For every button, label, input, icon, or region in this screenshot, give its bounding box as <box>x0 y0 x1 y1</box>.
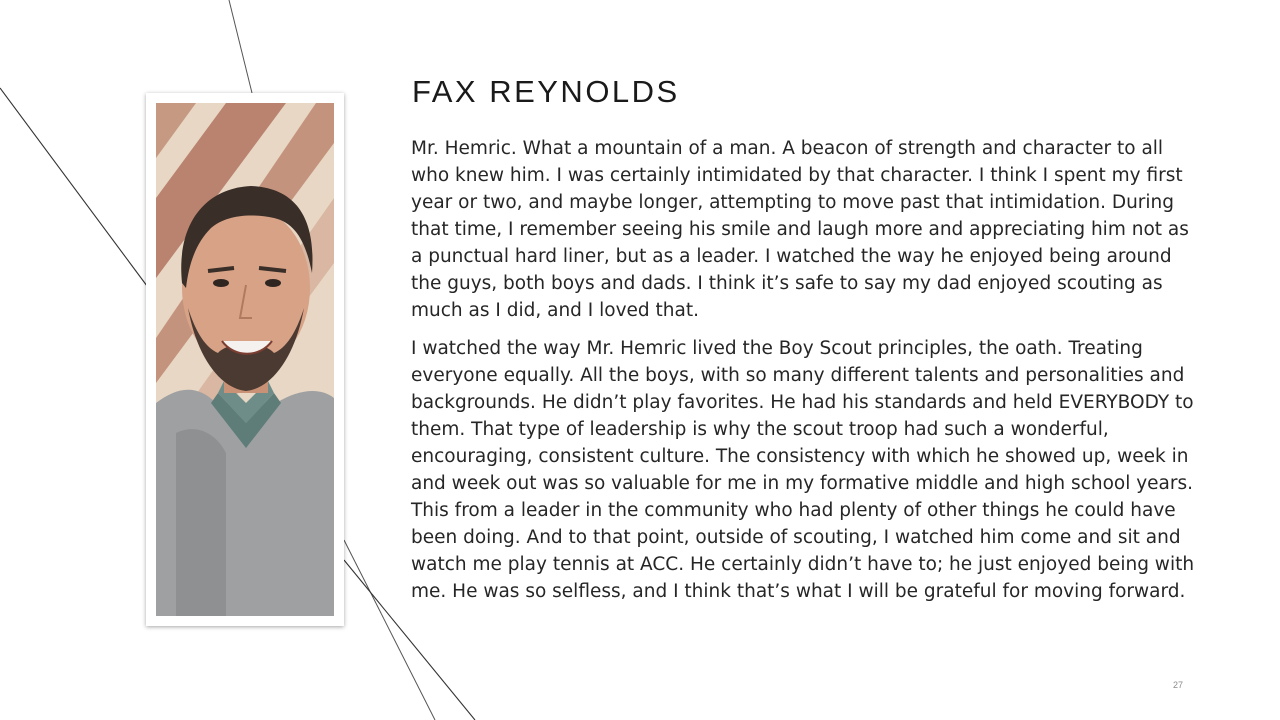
portrait-photo <box>156 103 334 616</box>
page-number: 27 <box>1172 680 1183 690</box>
paragraph-1: Mr. Hemric. What a mountain of a man. A beacon of strength and character to all who knew him. I was certainly intimidated by that character. I think I spent my first year or two, and maybe longer, attempting to move past that intimidation. During that time, I remember seeing his smile and laugh more and appreciating him not as a punctual hard liner, but as a leader. I watched the way he enjoyed being around the guys, both boys and dads. I think it’s safe to say my dad enjoyed scouting as much as I did, and I loved that. <box>411 138 1189 321</box>
deco-line-left <box>0 88 150 290</box>
paragraph-2: I watched the way Mr. Hemric lived the Boy Scout principles, the oath. Treating everyone equally. All the boys, with so many different talents and personalities and backgrounds. He didn’t play favorites. He had his standards and held EVERYBODY to them. That type of leadership is why the scout troop had such a wonderful, encouraging, consistent culture. The consistency with which he showed up, week in and week out was so valuable for me in my formative middle and high school years. This from a leader in the community who had plenty of other things he could have been doing. And to that point, outside of scouting, I watched him come and sit and watch me play tennis at ACC. He certainly didn’t have to; he just enjoyed being with me. He was so selfless, and I think that’s what I will be grateful for moving forward. <box>411 338 1195 602</box>
deco-line-top <box>229 0 252 93</box>
tribute-text <box>411 135 1201 616</box>
portrait-frame <box>146 93 344 626</box>
slide-title: FAX REYNOLDS <box>412 74 680 109</box>
